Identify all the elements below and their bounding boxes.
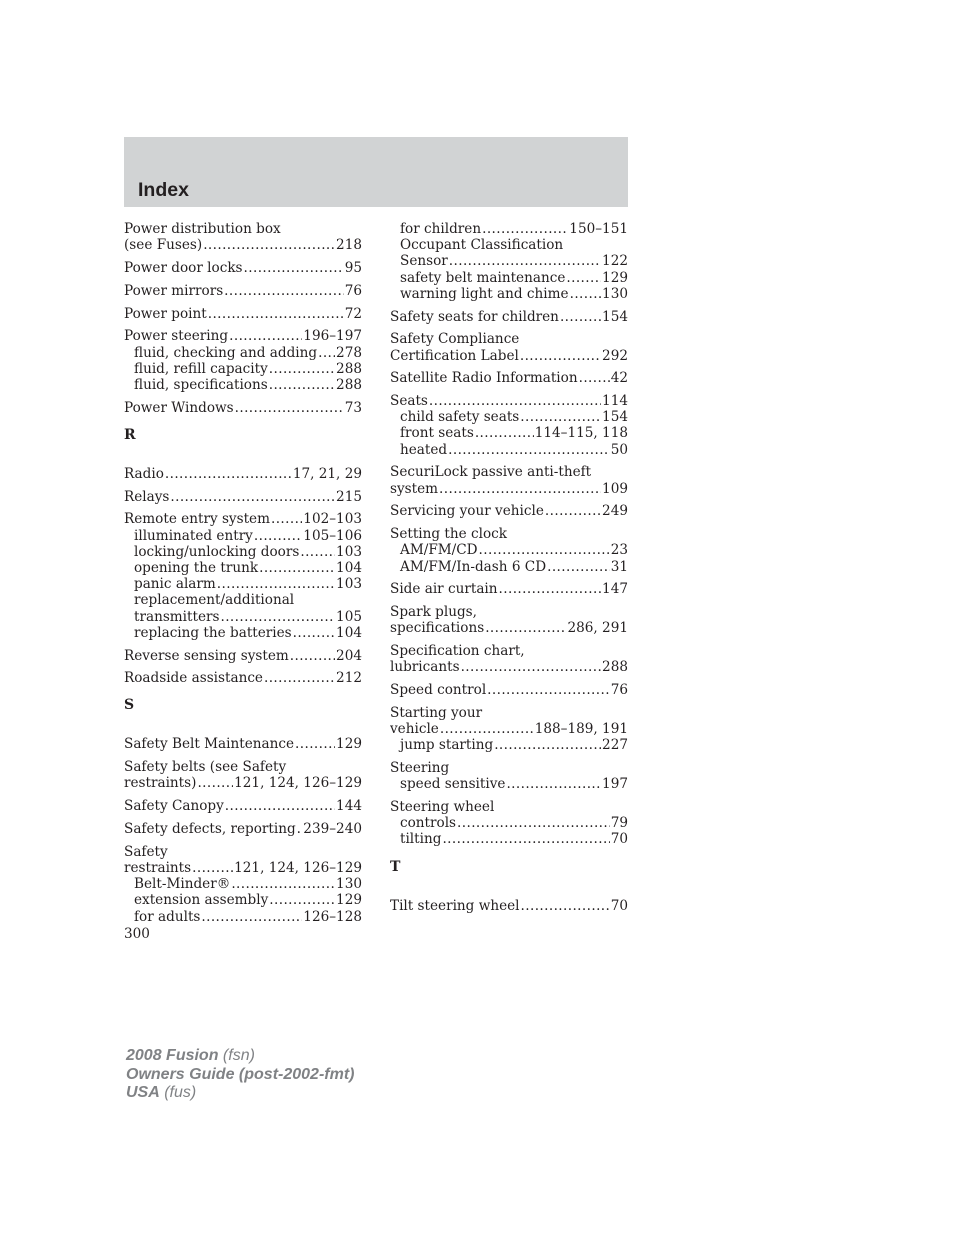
entry-page-ref: 218 <box>336 237 362 254</box>
dot-leader <box>442 831 609 847</box>
entry-term: (see Fuses) <box>124 237 203 254</box>
dot-leader <box>545 503 601 519</box>
entry-term: Spark plugs, <box>390 604 477 621</box>
index-entry-line <box>124 511 362 527</box>
index-entry-line <box>124 400 362 416</box>
dot-leader <box>297 821 303 837</box>
entry-page-ref: 70 <box>610 831 628 848</box>
entry-page-ref: 249 <box>602 503 628 520</box>
dot-leader <box>560 309 601 325</box>
index-entry-line <box>124 221 362 237</box>
entry-page-ref: 31 <box>610 558 628 575</box>
index-entry <box>390 760 628 792</box>
index-entry <box>390 221 628 302</box>
dot-leader <box>269 892 335 908</box>
dot-leader <box>521 898 610 914</box>
entry-term: transmitters <box>134 608 220 625</box>
index-entry-line <box>390 659 628 675</box>
entry-page-ref: 109 <box>602 480 628 497</box>
dot-leader <box>192 860 233 876</box>
index-entry-line <box>390 309 628 325</box>
dot-leader <box>520 409 601 425</box>
index-entry <box>390 503 628 519</box>
footer-model: 2008 Fusion <box>126 1047 219 1064</box>
entry-page-ref: 79 <box>610 815 628 832</box>
entry-term: Safety Canopy <box>124 798 224 815</box>
index-subentry-line <box>124 592 362 608</box>
index-entry <box>390 643 628 675</box>
footer-market-code: (fus) <box>159 1084 197 1101</box>
entry-page-ref: 129 <box>602 269 628 286</box>
dot-leader <box>499 581 602 597</box>
dot-leader <box>197 775 233 791</box>
dot-leader <box>440 721 534 737</box>
dot-leader <box>290 648 335 664</box>
index-entry-line <box>124 489 362 505</box>
index-entry-line <box>390 799 628 815</box>
entry-term: AM/FM/CD <box>400 542 478 559</box>
entry-page-ref: 70 <box>610 897 628 914</box>
entry-term: fluid, specifications <box>134 376 268 393</box>
entry-term: restraints <box>124 859 192 876</box>
entry-term: Radio <box>124 465 164 482</box>
entry-term: Belt-Minder® <box>134 876 231 893</box>
index-entry-line <box>390 370 628 386</box>
index-subentry-line <box>390 815 628 831</box>
dot-leader <box>494 737 601 753</box>
index-entry <box>390 898 628 914</box>
entry-page-ref: 212 <box>336 670 362 687</box>
dot-leader <box>449 253 601 269</box>
index-subentry-line <box>390 831 628 847</box>
entry-term: Steering wheel <box>390 798 495 815</box>
entry-page-ref: 286, 291 <box>567 620 628 637</box>
entry-page-ref: 73 <box>344 399 362 416</box>
index-entry <box>390 705 628 754</box>
dot-leader <box>244 260 344 276</box>
dot-leader <box>295 736 335 752</box>
entry-page-ref: 288 <box>336 376 362 393</box>
page-title: Index <box>138 179 189 201</box>
entry-page-ref: 154 <box>602 308 628 325</box>
index-subentry-line <box>124 909 362 925</box>
footer-market: USA <box>126 1084 160 1101</box>
index-entry-line <box>390 620 628 636</box>
dot-leader <box>264 670 335 686</box>
entry-page-ref: 239–240 <box>303 821 362 837</box>
index-subentry-line <box>390 776 628 792</box>
index-subentry-line <box>390 542 628 558</box>
dot-leader <box>271 511 302 527</box>
section-letter: T <box>390 858 401 875</box>
dot-leader <box>429 393 601 409</box>
entry-term: Power steering <box>124 328 229 345</box>
entry-term: illuminated entry <box>134 527 253 544</box>
dot-leader <box>254 528 302 544</box>
header-band <box>124 137 628 207</box>
entry-term: Steering <box>390 759 450 776</box>
index-entry-line <box>124 798 362 814</box>
entry-page-ref: 42 <box>610 370 628 387</box>
entry-page-ref: 72 <box>344 305 362 322</box>
index-entry-line <box>390 503 628 519</box>
entry-page-ref: 104 <box>336 624 362 641</box>
entry-page-ref: 105 <box>336 608 362 625</box>
entry-term: Power mirrors <box>124 282 224 299</box>
entry-term: Power point <box>124 305 207 322</box>
index-entry <box>124 466 362 482</box>
dot-leader <box>570 286 601 302</box>
entry-page-ref: 121, 124, 126–129 <box>234 859 362 876</box>
entry-term: SecuriLock passive anti-theft <box>390 464 592 481</box>
index-subentry-line <box>390 425 628 441</box>
index-entry-line <box>124 759 362 775</box>
entry-term: panic alarm <box>134 576 216 593</box>
index-entry <box>124 283 362 299</box>
dot-leader <box>229 328 302 344</box>
entry-page-ref: 121, 124, 126–129 <box>234 775 362 792</box>
entry-page-ref: 196–197 <box>303 328 362 345</box>
entry-term: restraints) <box>124 775 197 792</box>
dot-leader <box>487 682 610 698</box>
index-entry <box>124 670 362 686</box>
index-entry-line <box>124 283 362 299</box>
index-entry <box>390 526 628 575</box>
dot-leader <box>293 625 335 641</box>
index-entry-line <box>390 481 628 497</box>
dot-leader <box>208 306 344 322</box>
dot-leader <box>485 620 566 636</box>
index-entry <box>390 682 628 698</box>
dot-leader <box>318 345 335 361</box>
index-subentry-line <box>124 377 362 393</box>
entry-page-ref: 114 <box>602 393 628 410</box>
entry-term: AM/FM/In-dash 6 CD <box>400 558 547 575</box>
entry-term: Safety belts (see Safety <box>124 759 287 776</box>
index-entry <box>124 736 362 752</box>
index-subentry-line <box>124 345 362 361</box>
index-subentry-line <box>124 892 362 908</box>
entry-term: specifications <box>390 620 485 637</box>
index-entry <box>124 260 362 276</box>
entry-term: controls <box>400 815 457 832</box>
entry-page-ref: 129 <box>336 736 362 753</box>
entry-term: Occupant Classification <box>400 237 564 254</box>
dot-leader <box>479 542 610 558</box>
entry-term: Power Windows <box>124 399 234 416</box>
entry-page-ref: 215 <box>336 488 362 505</box>
entry-term: lubricants <box>390 659 460 676</box>
index-subentry-line <box>390 270 628 286</box>
index-entry-line <box>390 898 628 914</box>
index-entry <box>390 331 628 363</box>
index-entry-line <box>124 860 362 876</box>
entry-term: Reverse sensing system <box>124 647 289 664</box>
entry-page-ref: 104 <box>336 559 362 576</box>
footer-line-3 <box>126 1084 354 1103</box>
index-subentry-line <box>124 560 362 576</box>
index-subentry-line <box>390 737 628 753</box>
index-entry <box>124 511 362 641</box>
entry-term: Power distribution box <box>124 221 281 237</box>
entry-term: opening the trunk <box>134 559 259 576</box>
index-entry-line <box>390 760 628 776</box>
footer-guide: Owners Guide (post-2002-fmt) <box>126 1065 355 1083</box>
dot-leader <box>165 466 292 482</box>
dot-leader <box>201 909 302 925</box>
entry-term: Certification Label <box>390 347 519 364</box>
entry-page-ref: 150–151 <box>569 221 628 237</box>
entry-page-ref: 147 <box>602 581 628 598</box>
dot-leader <box>439 481 601 497</box>
entry-term: Roadside assistance <box>124 670 263 687</box>
section-letter: R <box>124 426 136 443</box>
entry-page-ref: 17, 21, 29 <box>292 465 362 482</box>
entry-term: Safety Compliance <box>390 331 520 348</box>
entry-page-ref: 292 <box>602 347 628 364</box>
footer-model-code: (fsn) <box>218 1047 255 1064</box>
dot-leader <box>225 798 335 814</box>
entry-term: Servicing your vehicle <box>390 503 544 520</box>
index-subentry-line <box>390 559 628 575</box>
index-entry-line <box>390 705 628 721</box>
entry-term: replacing the batteries <box>134 624 292 641</box>
entry-term: fluid, refill capacity <box>134 360 268 377</box>
dot-leader <box>269 361 335 377</box>
entry-page-ref: 288 <box>602 659 628 676</box>
entry-term: Safety defects, reporting <box>124 821 296 837</box>
index-entry <box>390 799 628 848</box>
index-entry <box>124 306 362 322</box>
entry-term: locking/unlocking doors <box>134 543 300 560</box>
index-entry-line <box>124 844 362 860</box>
index-entry-line <box>390 331 628 347</box>
index-entry-line <box>390 526 628 542</box>
entry-term: for children <box>400 221 482 237</box>
dot-leader <box>235 400 344 416</box>
index-entry-line <box>124 648 362 664</box>
entry-term: extension assembly <box>134 892 269 909</box>
index-subentry-line <box>390 409 628 425</box>
index-entry-line <box>390 464 628 480</box>
index-subentry-line <box>124 609 362 625</box>
index-subentry-line <box>390 442 628 458</box>
dot-leader <box>475 425 534 441</box>
index-entry <box>124 821 362 837</box>
entry-term: Specification chart, <box>390 643 525 660</box>
dot-leader <box>203 237 335 253</box>
dot-leader <box>461 659 601 675</box>
index-entry-line <box>390 393 628 409</box>
entry-page-ref: 76 <box>610 682 628 699</box>
index-subentry-line <box>124 528 362 544</box>
index-subentry-line <box>124 576 362 592</box>
index-column-left <box>124 221 362 931</box>
index-subentry-line <box>124 625 362 641</box>
index-subentry-line <box>390 237 628 253</box>
entry-term: Safety <box>124 843 168 860</box>
entry-page-ref: 197 <box>602 776 628 793</box>
entry-term: Safety Belt Maintenance <box>124 736 295 753</box>
dot-leader <box>547 559 610 575</box>
index-entry <box>124 328 362 393</box>
entry-term: child safety seats <box>400 409 520 426</box>
entry-page-ref: 23 <box>610 542 628 559</box>
entry-term: Power door locks <box>124 259 243 276</box>
index-entry <box>390 604 628 636</box>
index-entry <box>390 309 628 325</box>
dot-leader <box>482 221 568 237</box>
index-entry-line <box>390 643 628 659</box>
index-entry-line <box>124 670 362 686</box>
index-subentry-line <box>124 361 362 377</box>
entry-term: Side air curtain <box>390 581 498 598</box>
index-entry-line <box>124 237 362 253</box>
index-entry-line <box>124 260 362 276</box>
dot-leader <box>457 815 610 831</box>
entry-page-ref: 50 <box>610 441 628 458</box>
index-entry <box>390 581 628 597</box>
entry-page-ref: 95 <box>344 259 362 276</box>
index-entry-line <box>124 328 362 344</box>
entry-term: jump starting <box>400 737 494 754</box>
dot-leader <box>170 489 335 505</box>
index-entry-line <box>390 581 628 597</box>
entry-term: safety belt maintenance <box>400 269 566 286</box>
section-letter: S <box>124 697 135 714</box>
dot-leader <box>566 270 601 286</box>
entry-term: Starting your <box>390 704 483 721</box>
dot-leader <box>269 377 335 393</box>
index-entry-line <box>390 604 628 620</box>
entry-term: system <box>390 480 439 497</box>
index-entry <box>124 489 362 505</box>
index-subentry-line <box>124 544 362 560</box>
entry-term: vehicle <box>390 721 439 737</box>
index-entry <box>124 798 362 814</box>
entry-page-ref: 204 <box>336 647 362 664</box>
entry-term: Speed control <box>390 682 487 699</box>
entry-page-ref: 129 <box>336 892 362 909</box>
index-entry-line <box>124 736 362 752</box>
index-subentry-line <box>390 221 628 237</box>
entry-page-ref: 105–106 <box>303 527 362 544</box>
entry-term: Relays <box>124 488 170 505</box>
entry-term: heated <box>400 441 448 458</box>
entry-page-ref: 144 <box>336 798 362 815</box>
index-column-right <box>390 221 628 920</box>
entry-page-ref: 102–103 <box>303 511 362 528</box>
entry-page-ref: 154 <box>602 409 628 426</box>
dot-leader <box>448 442 610 458</box>
dot-leader <box>520 348 601 364</box>
entry-page-ref: 288 <box>336 360 362 377</box>
entry-term: fluid, checking and adding <box>134 344 318 361</box>
dot-leader <box>224 283 344 299</box>
page-number: 300 <box>124 926 150 942</box>
dot-leader <box>231 876 335 892</box>
index-entry <box>124 648 362 664</box>
entry-term: Setting the clock <box>390 526 507 543</box>
index-entry-line <box>390 721 628 737</box>
entry-page-ref: 126–128 <box>303 908 362 925</box>
dot-leader <box>300 544 335 560</box>
index-entry-line <box>390 682 628 698</box>
entry-page-ref: 130 <box>336 876 362 893</box>
entry-term: Seats <box>390 393 428 410</box>
index-entry <box>390 464 628 496</box>
entry-term: warning light and chime <box>400 285 569 302</box>
footer-line-2 <box>126 1066 354 1085</box>
entry-term: front seats <box>400 425 474 442</box>
entry-page-ref: 188–189, 191 <box>534 721 628 737</box>
entry-term: Satellite Radio Information <box>390 370 578 387</box>
index-subentry-line <box>124 876 362 892</box>
entry-page-ref: 130 <box>602 285 628 302</box>
dot-leader <box>217 576 335 592</box>
entry-term: Sensor <box>400 253 448 270</box>
index-entry <box>124 221 362 253</box>
index-entry <box>124 400 362 416</box>
entry-page-ref: 227 <box>602 737 628 754</box>
entry-page-ref: 103 <box>336 576 362 593</box>
dot-leader <box>579 370 610 386</box>
entry-page-ref: 278 <box>336 344 362 361</box>
entry-term: Safety seats for children <box>390 308 559 325</box>
entry-term: replacement/additional <box>134 592 295 609</box>
entry-page-ref: 114–115, 118 <box>534 425 628 442</box>
entry-term: Tilt steering wheel <box>390 897 520 914</box>
index-entry-line <box>124 306 362 322</box>
entry-page-ref: 76 <box>344 282 362 299</box>
index-entry-line <box>390 348 628 364</box>
index-entry <box>124 844 362 925</box>
index-entry-line <box>124 466 362 482</box>
index-subentry-line <box>390 286 628 302</box>
dot-leader <box>220 609 335 625</box>
index-entry-line <box>124 775 362 791</box>
index-entry <box>124 759 362 791</box>
entry-page-ref: 103 <box>336 543 362 560</box>
footer-line-1 <box>126 1047 354 1066</box>
index-entry <box>390 393 628 458</box>
index-entry-line <box>124 821 362 837</box>
entry-term: for adults <box>134 908 201 925</box>
index-subentry-line <box>390 253 628 269</box>
entry-term: Remote entry system <box>124 511 270 528</box>
index-entry <box>390 370 628 386</box>
dot-leader <box>506 776 601 792</box>
entry-term: speed sensitive <box>400 776 506 793</box>
entry-page-ref: 122 <box>602 253 628 270</box>
entry-term: tilting <box>400 831 442 848</box>
dot-leader <box>259 560 335 576</box>
footer <box>126 1047 354 1103</box>
